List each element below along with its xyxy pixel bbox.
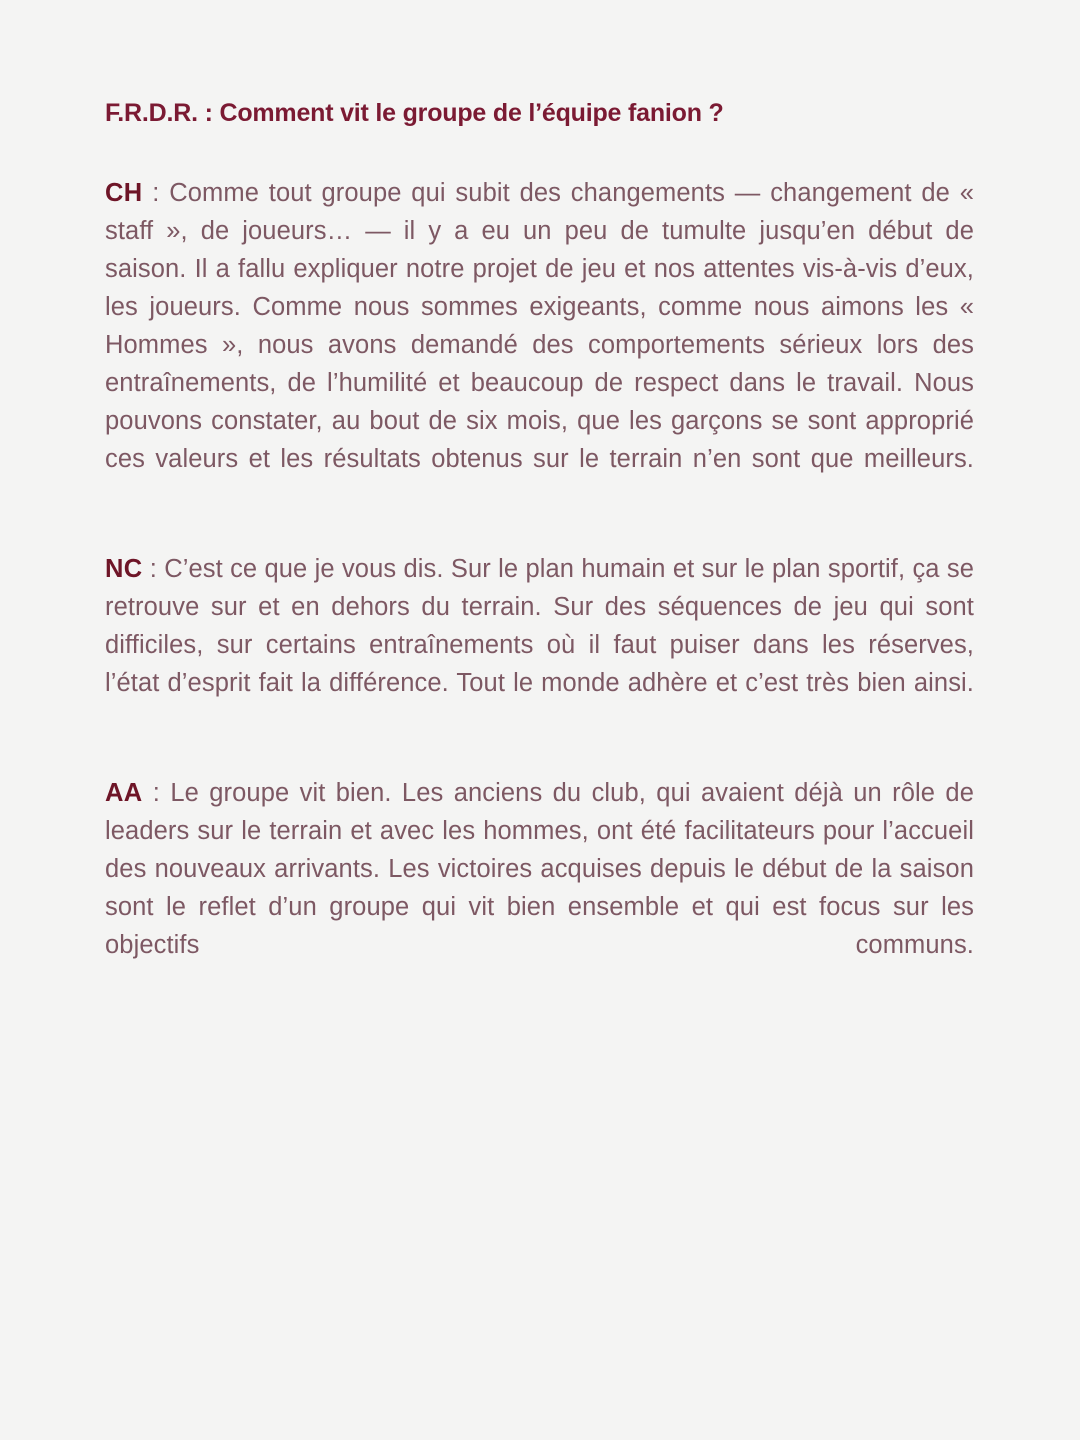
- answer-text: Comme tout groupe qui subit des changements — changement de « staff », de joueurs… — il y a eu un peu de tumulte jusqu’en début de saison. Il a fallu expliquer notre projet de jeu et nos attentes vis-à-vis d’eux, les joueurs. Comme nous sommes exigeants, comme nous aimons les « Hommes », nous avons demandé des comportements sérieux lors des entraînements, de l’humilité et beaucoup de respect dans le travail. Nous pouvons constater, au bout de six mois, que les garçons se sont approprié ces valeurs et les résultats obtenus sur le terrain n’en sont que meilleurs.: [105, 179, 974, 473]
- speaker-separator: :: [142, 555, 165, 583]
- speaker-separator: :: [142, 179, 170, 207]
- interview-answer-paragraph: [105, 174, 974, 516]
- answer-text: C’est ce que je vous dis. Sur le plan humain et sur le plan sportif, ça se retrouve sur et en dehors du terrain. Sur des séquences de jeu qui sont difficiles, sur certains entraînements où il faut puiser dans les réserves, l’état d’esprit fait la différence. Tout le monde adhère et c’est très bien ainsi.: [105, 555, 975, 697]
- answer-text: Le groupe vit bien. Les anciens du club, qui avaient déjà un rôle de leaders sur le terrain et avec les hommes, ont été facilitateurs pour l’accueil des nouveaux arrivants. Les victoires acquises depuis le début de la saison sont le reflet d’un groupe qui vit bien ensemble et qui est focus sur les objectifs communs.: [105, 779, 974, 959]
- page-title: F.R.D.R. : Comment vit le groupe de l’équipe fanion ?: [105, 99, 724, 127]
- speaker-label-aa: AA: [105, 779, 143, 807]
- interview-answer-paragraph: [105, 774, 974, 1002]
- article-content: [105, 96, 974, 1002]
- interview-answer-paragraph: [105, 550, 974, 740]
- speaker-separator: :: [142, 779, 171, 807]
- speaker-label-nc: NC: [105, 555, 143, 583]
- speaker-label-ch: CH: [105, 179, 143, 207]
